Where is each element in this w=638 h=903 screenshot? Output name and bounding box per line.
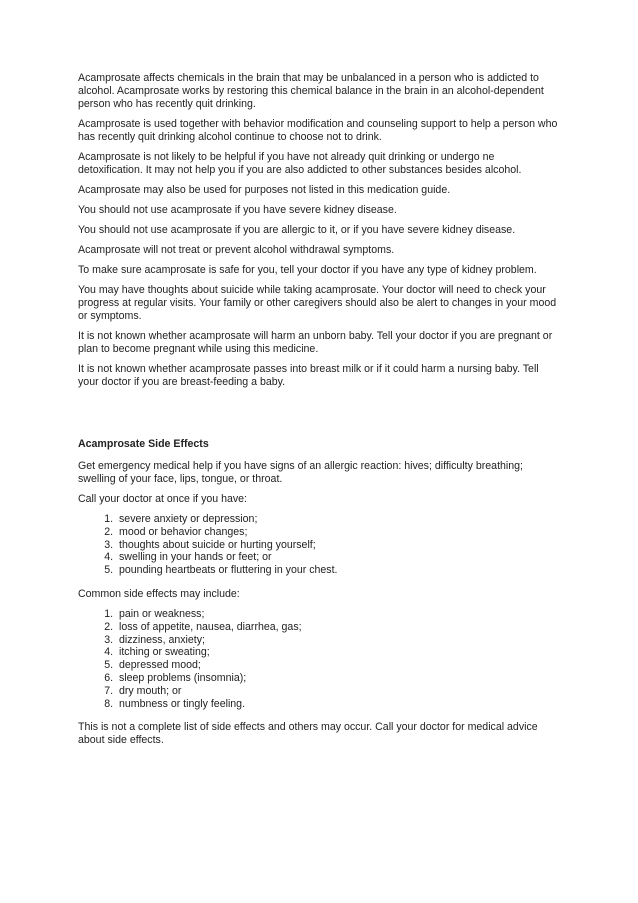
list-item: 4. itching or sweating; [116, 646, 562, 659]
common-side-effects-text: Common side effects may include: [78, 587, 240, 600]
list-item: 6. sleep problems (insomnia); [116, 672, 562, 685]
document-page [78, 72, 562, 754]
list-item: 5. depressed mood; [116, 659, 562, 672]
intro-paragraph-10: It is not known whether acamprosate will harm an unborn baby. Tell your doctor if you are pregnant or plan to become pregnant while using this medicine. [78, 330, 553, 355]
list-item: 2. loss of appetite, nausea, diarrhea, gas; [116, 621, 562, 634]
intro-paragraph-4: Acamprosate may also be used for purposes not listed in this medication guide. [78, 184, 451, 196]
list-item: 7. dry mouth; or [116, 685, 562, 698]
list-item: 8. numbness or tingly feeling. [116, 698, 562, 711]
list-item: 3. dizziness, anxiety; [116, 634, 562, 647]
section-heading: Acamprosate Side Effects [78, 438, 209, 450]
intro-paragraph-2: Acamprosate is used together with behavior modification and counseling support to help a person who has recently quit drinking alcohol continue to choose not to drink. [78, 118, 558, 143]
serious-side-effects-list [78, 513, 562, 577]
list-item: 1. severe anxiety or depression; [116, 513, 562, 526]
list-item: 3. thoughts about suicide or hurting yourself; [116, 539, 562, 552]
section-spacer [78, 396, 562, 438]
list-item: 4. swelling in your hands or feet; or [116, 551, 562, 564]
list-item: 1. pain or weakness; [116, 608, 562, 621]
call-doctor-text: Call your doctor at once if you have: [78, 493, 248, 505]
side-effects-section [78, 438, 562, 747]
closing-text: This is not a complete list of side effects and others may occur. Call your doctor for medical advice about side effects. [78, 721, 538, 747]
list-item: 2. mood or behavior changes; [116, 526, 562, 539]
intro-paragraph-11: It is not known whether acamprosate passes into breast milk or if it could harm a nursing baby. Tell your doctor if you are breast-feeding a baby. [78, 363, 539, 388]
intro-section [78, 72, 562, 389]
intro-paragraph-9: You may have thoughts about suicide while taking acamprosate. Your doctor will need to check your progress at regular visits. Your family or other caregivers should also be alert to changes in your mood or symptoms. [78, 284, 557, 322]
intro-paragraph-6: You should not use acamprosate if you are allergic to it, or if you have severe kidney disease. [78, 224, 516, 236]
intro-paragraph-8: To make sure acamprosate is safe for you, tell your doctor if you have any type of kidney problem. [78, 264, 537, 276]
intro-paragraph-5: You should not use acamprosate if you have severe kidney disease. [78, 204, 397, 216]
intro-paragraph-1: Acamprosate affects chemicals in the brain that may be unbalanced in a person who is addicted to alcohol. Acamprosate works by restoring this chemical balance in the brain in an alcohol-dependent person who has recently quit drinking. [78, 72, 544, 110]
list-item: 5. pounding heartbeats or fluttering in your chest. [116, 564, 562, 577]
common-side-effects-list [78, 608, 562, 710]
intro-paragraph-7: Acamprosate will not treat or prevent alcohol withdrawal symptoms. [78, 244, 395, 256]
allergic-reaction-text: Get emergency medical help if you have signs of an allergic reaction: hives; difficulty breathing; swelling of your face, lips, tongue, or throat. [78, 460, 523, 485]
intro-paragraph-3: Acamprosate is not likely to be helpful if you have not already quit drinking or undergo ne detoxification. It may not help you if you are also addicted to other substances besides alcohol. [78, 151, 522, 176]
